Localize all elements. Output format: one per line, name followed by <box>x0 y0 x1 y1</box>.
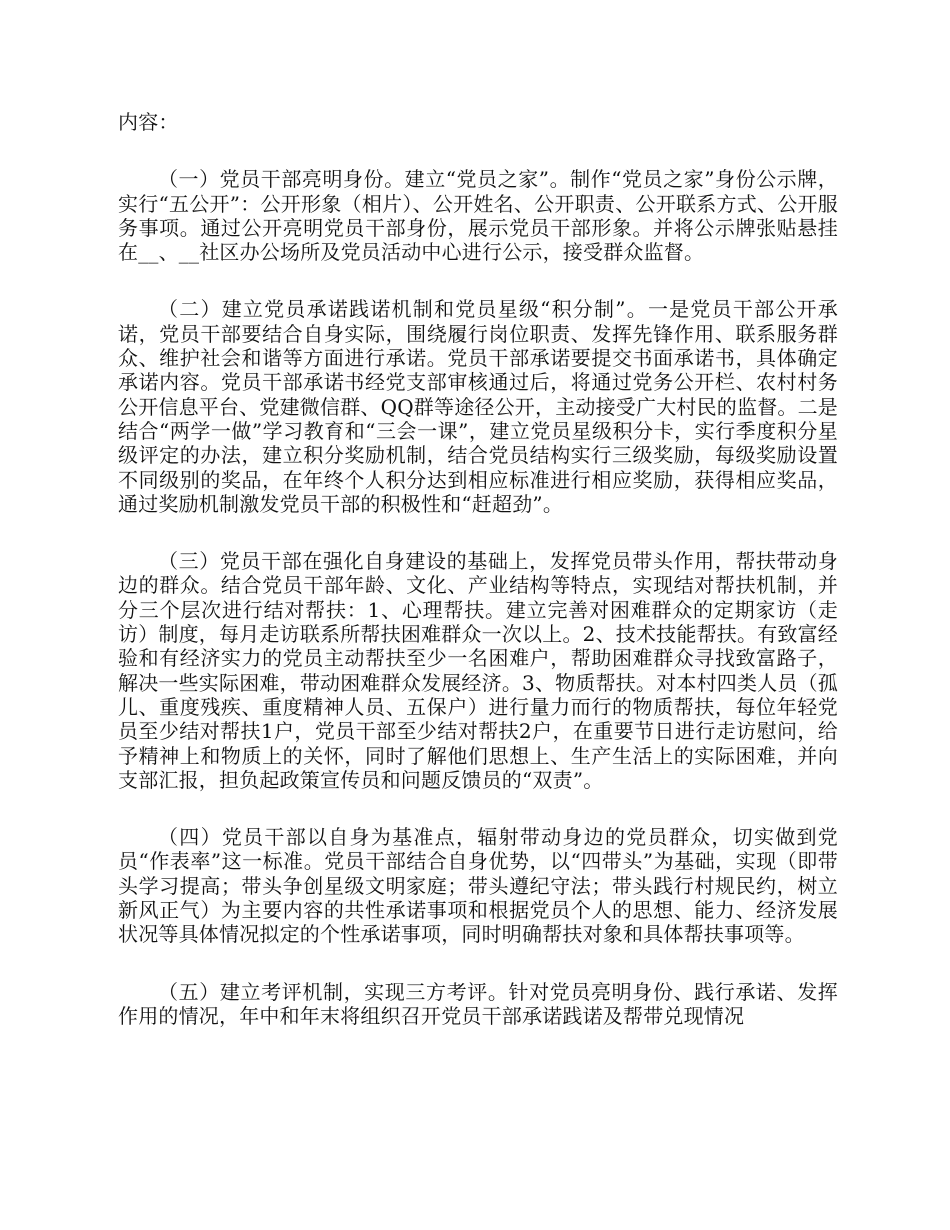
paragraph-3: （三）党员干部在强化自身建设的基础上，发挥党员带头作用，帮扶带动身边的群众。结合党员干部年龄、文化、产业结构等特点，实现结对帮扶机制，并分三个层次进行结对帮扶：1、心理帮扶。建立完善对困难群众的定期家访（走访）制度，每月走访联系所帮扶困难群众一次以上。2、技术技能帮扶。有致富经验和有经济实力的党员主动帮扶至少一名困难户，帮助困难群众寻找致富路子，解决一些实际困难，带动困难群众发展经济。3、物质帮扶。对本村四类人员（孤儿、重度残疾、重度精神人员、五保户）进行量力而行的物质帮扶，每位年轻党员至少结对帮扶1户，党员干部至少结对帮扶2户，在重要节日进行走访慰问，给予精神上和物质上的关怀，同时了解他们思想上、生产生活上的实际困难，并向支部汇报，担负起政策宣传员和问题反馈员的“双责”。 <box>118 549 838 792</box>
paragraph-5: （五）建立考评机制，实现三方考评。针对党员亮明身份、践行承诺、发挥作用的情况，年中和年末将组织召开党员干部承诺践诺及帮带兑现情况 <box>118 979 838 1028</box>
paragraph-2: （二）建立党员承诺践诺机制和党员星级“积分制”。一是党员干部公开承诺，党员干部要结合自身实际，围绕履行岗位职责、发挥先锋作用、联系服务群众、维护社会和谐等方面进行承诺。党员干部承诺要提交书面承诺书，具体确定承诺内容。党员干部承诺书经党支部审核通过后，将通过党务公开栏、农村村务公开信息平台、党建微信群、QQ群等途径公开，主动接受广大村民的监督。二是结合“两学一做”学习教育和“三会一课”，建立党员星级积分卡，实行季度积分星级评定的办法，建立积分奖励机制，结合党员结构实行三级奖励，每级奖励设置不同级别的奖品，在年终个人积分达到相应标准进行相应奖励，获得相应奖品，通过奖励机制激发党员干部的积极性和“赶超劲”。 <box>118 297 838 516</box>
intro-label: 内容： <box>118 110 179 134</box>
paragraph-1: （一）党员干部亮明身份。建立“党员之家”。制作“党员之家”身份公示牌，实行“五公开”：公开形象（相片）、公开姓名、公开职责、公开联系方式、公开服务事项。通过公开亮明党员干部身份，展示党员干部形象。并将公示牌张贴悬挂在__、__社区办公场所及党员活动中心进行公示，接受群众监督。 <box>118 167 838 265</box>
paragraph-4: （四）党员干部以自身为基准点，辐射带动身边的党员群众，切实做到党员“作表率”这一标准。党员干部结合自身优势，以“四带头”为基础，实现（即带头学习提高；带头争创星级文明家庭；带头遵纪守法；带头践行村规民约，树立新风正气）为主要内容的共性承诺事项和根据党员个人的思想、能力、经济发展状况等具体情况拟定的个性承诺事项，同时明确帮扶对象和具体帮扶事项等。 <box>118 825 838 947</box>
document-body <box>118 110 838 1028</box>
